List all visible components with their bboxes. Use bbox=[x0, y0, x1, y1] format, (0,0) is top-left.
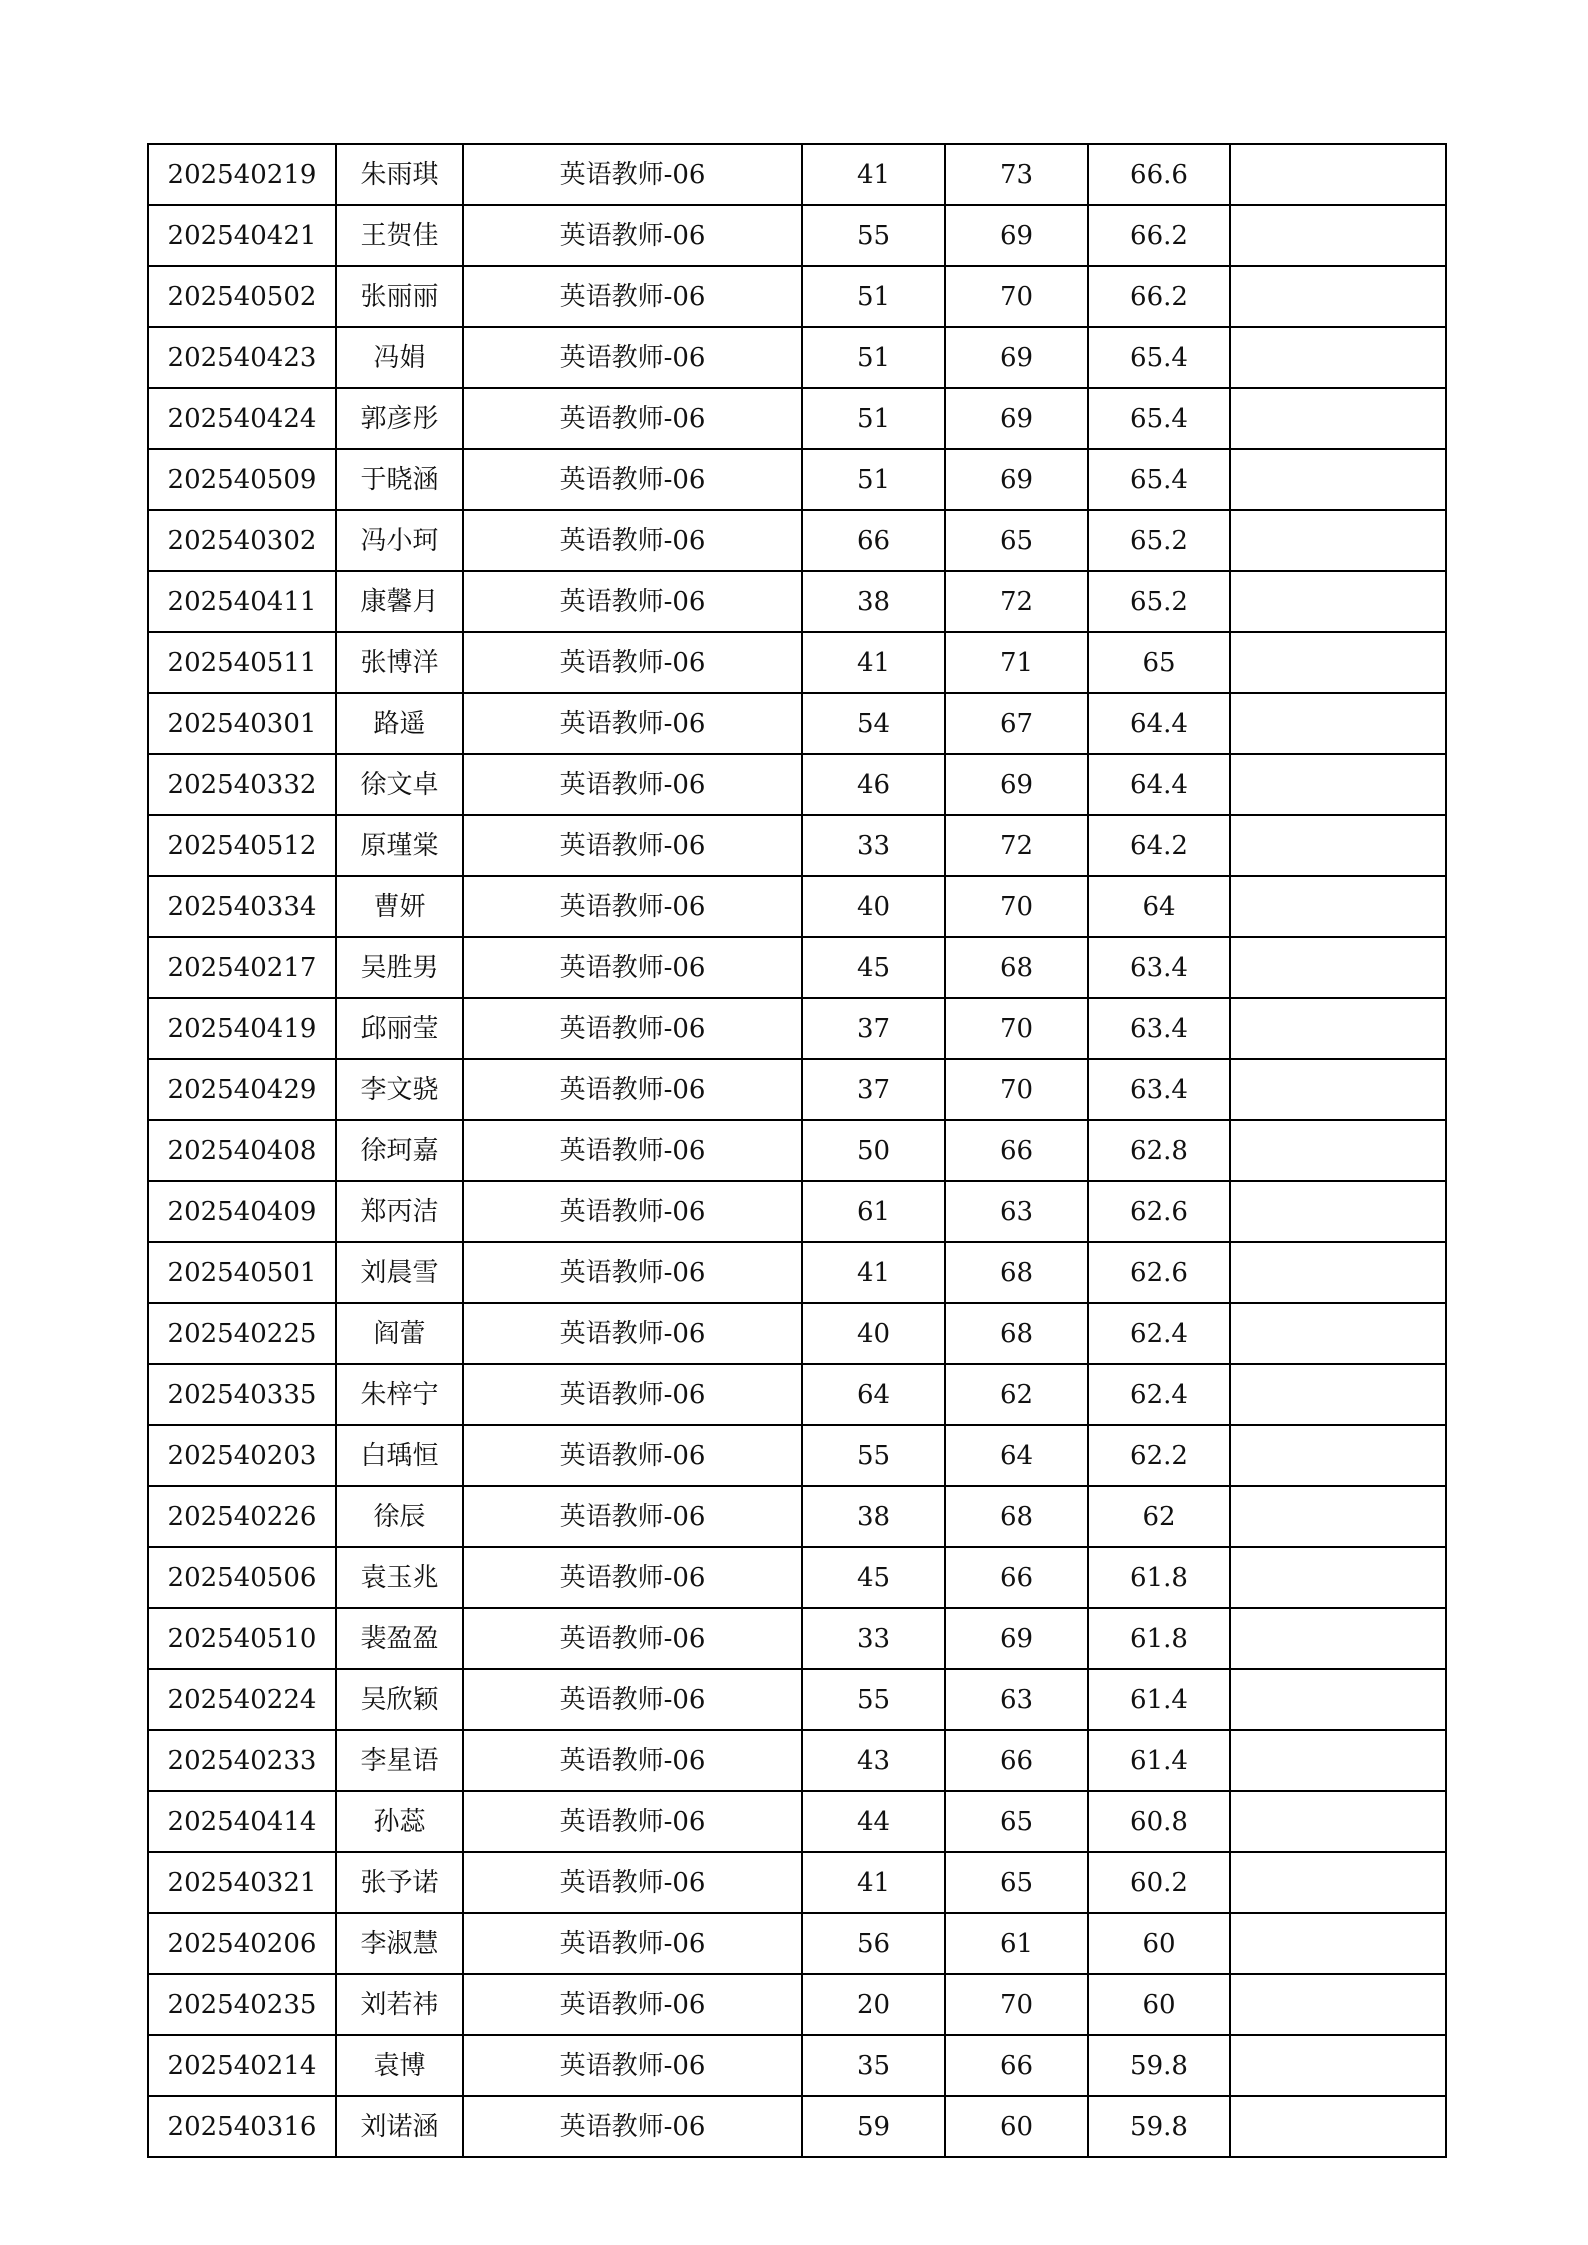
note-cell bbox=[1230, 1364, 1446, 1425]
candidate-id-cell: 202540411 bbox=[148, 571, 336, 632]
written-score-cell: 50 bbox=[802, 1120, 945, 1181]
position-cell: 英语教师-06 bbox=[463, 1791, 802, 1852]
interview-score-cell: 66 bbox=[945, 1120, 1088, 1181]
table-row bbox=[148, 1974, 1446, 2035]
interview-score-cell: 65 bbox=[945, 1852, 1088, 1913]
note-cell bbox=[1230, 388, 1446, 449]
written-score-cell: 45 bbox=[802, 937, 945, 998]
interview-score-cell: 69 bbox=[945, 205, 1088, 266]
note-cell bbox=[1230, 1486, 1446, 1547]
candidate-id-cell: 202540502 bbox=[148, 266, 336, 327]
written-score-cell: 66 bbox=[802, 510, 945, 571]
interview-score-cell: 69 bbox=[945, 327, 1088, 388]
written-score-cell: 38 bbox=[802, 571, 945, 632]
table-row bbox=[148, 144, 1446, 205]
table-row bbox=[148, 205, 1446, 266]
position-cell: 英语教师-06 bbox=[463, 754, 802, 815]
candidate-name-cell: 白瑀恒 bbox=[336, 1425, 463, 1486]
table-row bbox=[148, 266, 1446, 327]
written-score-cell: 33 bbox=[802, 1608, 945, 1669]
position-cell: 英语教师-06 bbox=[463, 998, 802, 1059]
written-score-cell: 51 bbox=[802, 388, 945, 449]
table-row bbox=[148, 2096, 1446, 2157]
candidate-id-cell: 202540419 bbox=[148, 998, 336, 1059]
position-cell: 英语教师-06 bbox=[463, 1547, 802, 1608]
candidate-name-cell: 孙蕊 bbox=[336, 1791, 463, 1852]
position-cell: 英语教师-06 bbox=[463, 1852, 802, 1913]
table-row bbox=[148, 1608, 1446, 1669]
score-table-body bbox=[148, 144, 1446, 2157]
interview-score-cell: 66 bbox=[945, 1547, 1088, 1608]
interview-score-cell: 70 bbox=[945, 998, 1088, 1059]
table-row bbox=[148, 571, 1446, 632]
written-score-cell: 45 bbox=[802, 1547, 945, 1608]
note-cell bbox=[1230, 754, 1446, 815]
interview-score-cell: 70 bbox=[945, 1059, 1088, 1120]
candidate-name-cell: 邱丽莹 bbox=[336, 998, 463, 1059]
note-cell bbox=[1230, 2096, 1446, 2157]
position-cell: 英语教师-06 bbox=[463, 1120, 802, 1181]
position-cell: 英语教师-06 bbox=[463, 1608, 802, 1669]
candidate-name-cell: 李星语 bbox=[336, 1730, 463, 1791]
candidate-id-cell: 202540509 bbox=[148, 449, 336, 510]
written-score-cell: 43 bbox=[802, 1730, 945, 1791]
total-score-cell: 60 bbox=[1088, 1913, 1230, 1974]
interview-score-cell: 63 bbox=[945, 1181, 1088, 1242]
interview-score-cell: 70 bbox=[945, 876, 1088, 937]
candidate-name-cell: 张博洋 bbox=[336, 632, 463, 693]
candidate-id-cell: 202540335 bbox=[148, 1364, 336, 1425]
total-score-cell: 65.4 bbox=[1088, 449, 1230, 510]
written-score-cell: 56 bbox=[802, 1913, 945, 1974]
interview-score-cell: 66 bbox=[945, 2035, 1088, 2096]
interview-score-cell: 64 bbox=[945, 1425, 1088, 1486]
candidate-name-cell: 徐文卓 bbox=[336, 754, 463, 815]
candidate-name-cell: 冯小珂 bbox=[336, 510, 463, 571]
position-cell: 英语教师-06 bbox=[463, 1181, 802, 1242]
note-cell bbox=[1230, 876, 1446, 937]
table-row bbox=[148, 1913, 1446, 1974]
position-cell: 英语教师-06 bbox=[463, 449, 802, 510]
table-row bbox=[148, 1059, 1446, 1120]
candidate-id-cell: 202540332 bbox=[148, 754, 336, 815]
total-score-cell: 66.2 bbox=[1088, 205, 1230, 266]
note-cell bbox=[1230, 998, 1446, 1059]
candidate-name-cell: 刘晨雪 bbox=[336, 1242, 463, 1303]
position-cell: 英语教师-06 bbox=[463, 1974, 802, 2035]
note-cell bbox=[1230, 1425, 1446, 1486]
candidate-id-cell: 202540217 bbox=[148, 937, 336, 998]
position-cell: 英语教师-06 bbox=[463, 1059, 802, 1120]
note-cell bbox=[1230, 1120, 1446, 1181]
interview-score-cell: 60 bbox=[945, 2096, 1088, 2157]
note-cell bbox=[1230, 1181, 1446, 1242]
written-score-cell: 55 bbox=[802, 1425, 945, 1486]
table-row bbox=[148, 1364, 1446, 1425]
written-score-cell: 41 bbox=[802, 1242, 945, 1303]
total-score-cell: 60.8 bbox=[1088, 1791, 1230, 1852]
candidate-id-cell: 202540424 bbox=[148, 388, 336, 449]
candidate-name-cell: 张予诺 bbox=[336, 1852, 463, 1913]
interview-score-cell: 72 bbox=[945, 815, 1088, 876]
candidate-id-cell: 202540334 bbox=[148, 876, 336, 937]
note-cell bbox=[1230, 1669, 1446, 1730]
total-score-cell: 62.2 bbox=[1088, 1425, 1230, 1486]
written-score-cell: 55 bbox=[802, 205, 945, 266]
total-score-cell: 65.2 bbox=[1088, 510, 1230, 571]
interview-score-cell: 69 bbox=[945, 1608, 1088, 1669]
candidate-name-cell: 于晓涵 bbox=[336, 449, 463, 510]
total-score-cell: 63.4 bbox=[1088, 937, 1230, 998]
note-cell bbox=[1230, 1608, 1446, 1669]
position-cell: 英语教师-06 bbox=[463, 632, 802, 693]
total-score-cell: 65.4 bbox=[1088, 327, 1230, 388]
candidate-name-cell: 袁博 bbox=[336, 2035, 463, 2096]
interview-score-cell: 62 bbox=[945, 1364, 1088, 1425]
candidate-id-cell: 202540214 bbox=[148, 2035, 336, 2096]
total-score-cell: 64.4 bbox=[1088, 693, 1230, 754]
candidate-id-cell: 202540224 bbox=[148, 1669, 336, 1730]
total-score-cell: 65 bbox=[1088, 632, 1230, 693]
table-row bbox=[148, 1120, 1446, 1181]
candidate-id-cell: 202540409 bbox=[148, 1181, 336, 1242]
interview-score-cell: 65 bbox=[945, 1791, 1088, 1852]
candidate-name-cell: 原瑾棠 bbox=[336, 815, 463, 876]
interview-score-cell: 72 bbox=[945, 571, 1088, 632]
position-cell: 英语教师-06 bbox=[463, 1913, 802, 1974]
table-row bbox=[148, 1242, 1446, 1303]
note-cell bbox=[1230, 1913, 1446, 1974]
total-score-cell: 61.4 bbox=[1088, 1730, 1230, 1791]
position-cell: 英语教师-06 bbox=[463, 1425, 802, 1486]
total-score-cell: 63.4 bbox=[1088, 998, 1230, 1059]
interview-score-cell: 61 bbox=[945, 1913, 1088, 1974]
interview-score-cell: 69 bbox=[945, 754, 1088, 815]
note-cell bbox=[1230, 1059, 1446, 1120]
table-row bbox=[148, 327, 1446, 388]
candidate-id-cell: 202540302 bbox=[148, 510, 336, 571]
table-row bbox=[148, 693, 1446, 754]
table-row bbox=[148, 1669, 1446, 1730]
written-score-cell: 51 bbox=[802, 449, 945, 510]
total-score-cell: 61.8 bbox=[1088, 1608, 1230, 1669]
position-cell: 英语教师-06 bbox=[463, 1730, 802, 1791]
written-score-cell: 38 bbox=[802, 1486, 945, 1547]
total-score-cell: 64.4 bbox=[1088, 754, 1230, 815]
table-row bbox=[148, 1486, 1446, 1547]
candidate-id-cell: 202540408 bbox=[148, 1120, 336, 1181]
interview-score-cell: 69 bbox=[945, 449, 1088, 510]
table-row bbox=[148, 510, 1446, 571]
interview-score-cell: 66 bbox=[945, 1730, 1088, 1791]
note-cell bbox=[1230, 449, 1446, 510]
position-cell: 英语教师-06 bbox=[463, 693, 802, 754]
table-row bbox=[148, 1181, 1446, 1242]
position-cell: 英语教师-06 bbox=[463, 144, 802, 205]
table-row bbox=[148, 1791, 1446, 1852]
candidate-name-cell: 路遥 bbox=[336, 693, 463, 754]
position-cell: 英语教师-06 bbox=[463, 1486, 802, 1547]
table-row bbox=[148, 754, 1446, 815]
candidate-name-cell: 吴欣颖 bbox=[336, 1669, 463, 1730]
total-score-cell: 66.2 bbox=[1088, 266, 1230, 327]
written-score-cell: 44 bbox=[802, 1791, 945, 1852]
candidate-name-cell: 朱雨琪 bbox=[336, 144, 463, 205]
candidate-name-cell: 曹妍 bbox=[336, 876, 463, 937]
candidate-id-cell: 202540203 bbox=[148, 1425, 336, 1486]
total-score-cell: 62 bbox=[1088, 1486, 1230, 1547]
table-row bbox=[148, 1547, 1446, 1608]
interview-score-cell: 70 bbox=[945, 1974, 1088, 2035]
candidate-id-cell: 202540219 bbox=[148, 144, 336, 205]
total-score-cell: 60.2 bbox=[1088, 1852, 1230, 1913]
total-score-cell: 64.2 bbox=[1088, 815, 1230, 876]
written-score-cell: 55 bbox=[802, 1669, 945, 1730]
note-cell bbox=[1230, 205, 1446, 266]
candidate-id-cell: 202540511 bbox=[148, 632, 336, 693]
table-row bbox=[148, 1303, 1446, 1364]
candidate-id-cell: 202540506 bbox=[148, 1547, 336, 1608]
candidate-id-cell: 202540501 bbox=[148, 1242, 336, 1303]
note-cell bbox=[1230, 510, 1446, 571]
total-score-cell: 62.8 bbox=[1088, 1120, 1230, 1181]
candidate-id-cell: 202540429 bbox=[148, 1059, 336, 1120]
candidate-name-cell: 张丽丽 bbox=[336, 266, 463, 327]
written-score-cell: 61 bbox=[802, 1181, 945, 1242]
written-score-cell: 64 bbox=[802, 1364, 945, 1425]
interview-score-cell: 71 bbox=[945, 632, 1088, 693]
candidate-id-cell: 202540421 bbox=[148, 205, 336, 266]
written-score-cell: 51 bbox=[802, 266, 945, 327]
note-cell bbox=[1230, 632, 1446, 693]
table-row bbox=[148, 876, 1446, 937]
candidate-name-cell: 袁玉兆 bbox=[336, 1547, 463, 1608]
written-score-cell: 37 bbox=[802, 1059, 945, 1120]
position-cell: 英语教师-06 bbox=[463, 205, 802, 266]
interview-score-cell: 73 bbox=[945, 144, 1088, 205]
candidate-name-cell: 阎蕾 bbox=[336, 1303, 463, 1364]
score-table bbox=[147, 143, 1447, 2158]
table-row bbox=[148, 998, 1446, 1059]
candidate-name-cell: 郑丙洁 bbox=[336, 1181, 463, 1242]
candidate-name-cell: 刘若祎 bbox=[336, 1974, 463, 2035]
candidate-id-cell: 202540321 bbox=[148, 1852, 336, 1913]
position-cell: 英语教师-06 bbox=[463, 2096, 802, 2157]
candidate-name-cell: 冯娟 bbox=[336, 327, 463, 388]
interview-score-cell: 63 bbox=[945, 1669, 1088, 1730]
candidate-id-cell: 202540225 bbox=[148, 1303, 336, 1364]
table-row bbox=[148, 449, 1446, 510]
table-row bbox=[148, 632, 1446, 693]
note-cell bbox=[1230, 693, 1446, 754]
position-cell: 英语教师-06 bbox=[463, 937, 802, 998]
candidate-id-cell: 202540235 bbox=[148, 1974, 336, 2035]
note-cell bbox=[1230, 1242, 1446, 1303]
candidate-id-cell: 202540316 bbox=[148, 2096, 336, 2157]
total-score-cell: 62.4 bbox=[1088, 1303, 1230, 1364]
written-score-cell: 46 bbox=[802, 754, 945, 815]
position-cell: 英语教师-06 bbox=[463, 571, 802, 632]
written-score-cell: 37 bbox=[802, 998, 945, 1059]
table-row bbox=[148, 1730, 1446, 1791]
note-cell bbox=[1230, 571, 1446, 632]
candidate-id-cell: 202540301 bbox=[148, 693, 336, 754]
interview-score-cell: 68 bbox=[945, 937, 1088, 998]
written-score-cell: 40 bbox=[802, 1303, 945, 1364]
position-cell: 英语教师-06 bbox=[463, 815, 802, 876]
candidate-id-cell: 202540233 bbox=[148, 1730, 336, 1791]
written-score-cell: 20 bbox=[802, 1974, 945, 2035]
interview-score-cell: 70 bbox=[945, 266, 1088, 327]
candidate-name-cell: 李文骁 bbox=[336, 1059, 463, 1120]
table-row bbox=[148, 815, 1446, 876]
total-score-cell: 59.8 bbox=[1088, 2035, 1230, 2096]
interview-score-cell: 69 bbox=[945, 388, 1088, 449]
position-cell: 英语教师-06 bbox=[463, 327, 802, 388]
position-cell: 英语教师-06 bbox=[463, 510, 802, 571]
written-score-cell: 41 bbox=[802, 1852, 945, 1913]
total-score-cell: 65.4 bbox=[1088, 388, 1230, 449]
total-score-cell: 66.6 bbox=[1088, 144, 1230, 205]
note-cell bbox=[1230, 144, 1446, 205]
written-score-cell: 40 bbox=[802, 876, 945, 937]
total-score-cell: 65.2 bbox=[1088, 571, 1230, 632]
table-row bbox=[148, 2035, 1446, 2096]
total-score-cell: 63.4 bbox=[1088, 1059, 1230, 1120]
candidate-id-cell: 202540512 bbox=[148, 815, 336, 876]
position-cell: 英语教师-06 bbox=[463, 876, 802, 937]
total-score-cell: 64 bbox=[1088, 876, 1230, 937]
note-cell bbox=[1230, 815, 1446, 876]
position-cell: 英语教师-06 bbox=[463, 2035, 802, 2096]
candidate-name-cell: 吴胜男 bbox=[336, 937, 463, 998]
interview-score-cell: 65 bbox=[945, 510, 1088, 571]
total-score-cell: 61.4 bbox=[1088, 1669, 1230, 1730]
written-score-cell: 35 bbox=[802, 2035, 945, 2096]
note-cell bbox=[1230, 1547, 1446, 1608]
candidate-name-cell: 徐珂嘉 bbox=[336, 1120, 463, 1181]
candidate-id-cell: 202540510 bbox=[148, 1608, 336, 1669]
position-cell: 英语教师-06 bbox=[463, 1242, 802, 1303]
written-score-cell: 41 bbox=[802, 144, 945, 205]
note-cell bbox=[1230, 1791, 1446, 1852]
candidate-name-cell: 裴盈盈 bbox=[336, 1608, 463, 1669]
note-cell bbox=[1230, 266, 1446, 327]
interview-score-cell: 68 bbox=[945, 1486, 1088, 1547]
note-cell bbox=[1230, 327, 1446, 388]
candidate-name-cell: 李淑慧 bbox=[336, 1913, 463, 1974]
position-cell: 英语教师-06 bbox=[463, 1364, 802, 1425]
candidate-id-cell: 202540206 bbox=[148, 1913, 336, 1974]
written-score-cell: 41 bbox=[802, 632, 945, 693]
position-cell: 英语教师-06 bbox=[463, 388, 802, 449]
position-cell: 英语教师-06 bbox=[463, 266, 802, 327]
interview-score-cell: 68 bbox=[945, 1242, 1088, 1303]
written-score-cell: 51 bbox=[802, 327, 945, 388]
table-row bbox=[148, 937, 1446, 998]
written-score-cell: 59 bbox=[802, 2096, 945, 2157]
note-cell bbox=[1230, 1730, 1446, 1791]
table-row bbox=[148, 1425, 1446, 1486]
table-row bbox=[148, 1852, 1446, 1913]
written-score-cell: 54 bbox=[802, 693, 945, 754]
written-score-cell: 33 bbox=[802, 815, 945, 876]
candidate-id-cell: 202540423 bbox=[148, 327, 336, 388]
total-score-cell: 62.6 bbox=[1088, 1242, 1230, 1303]
position-cell: 英语教师-06 bbox=[463, 1303, 802, 1364]
note-cell bbox=[1230, 1852, 1446, 1913]
table-row bbox=[148, 388, 1446, 449]
candidate-name-cell: 刘诺涵 bbox=[336, 2096, 463, 2157]
candidate-name-cell: 朱梓宁 bbox=[336, 1364, 463, 1425]
candidate-id-cell: 202540414 bbox=[148, 1791, 336, 1852]
total-score-cell: 61.8 bbox=[1088, 1547, 1230, 1608]
candidate-name-cell: 王贺佳 bbox=[336, 205, 463, 266]
candidate-name-cell: 康馨月 bbox=[336, 571, 463, 632]
note-cell bbox=[1230, 1303, 1446, 1364]
note-cell bbox=[1230, 2035, 1446, 2096]
note-cell bbox=[1230, 937, 1446, 998]
position-cell: 英语教师-06 bbox=[463, 1669, 802, 1730]
candidate-id-cell: 202540226 bbox=[148, 1486, 336, 1547]
candidate-name-cell: 郭彦彤 bbox=[336, 388, 463, 449]
total-score-cell: 59.8 bbox=[1088, 2096, 1230, 2157]
interview-score-cell: 67 bbox=[945, 693, 1088, 754]
note-cell bbox=[1230, 1974, 1446, 2035]
total-score-cell: 62.6 bbox=[1088, 1181, 1230, 1242]
interview-score-cell: 68 bbox=[945, 1303, 1088, 1364]
candidate-name-cell: 徐辰 bbox=[336, 1486, 463, 1547]
total-score-cell: 62.4 bbox=[1088, 1364, 1230, 1425]
total-score-cell: 60 bbox=[1088, 1974, 1230, 2035]
